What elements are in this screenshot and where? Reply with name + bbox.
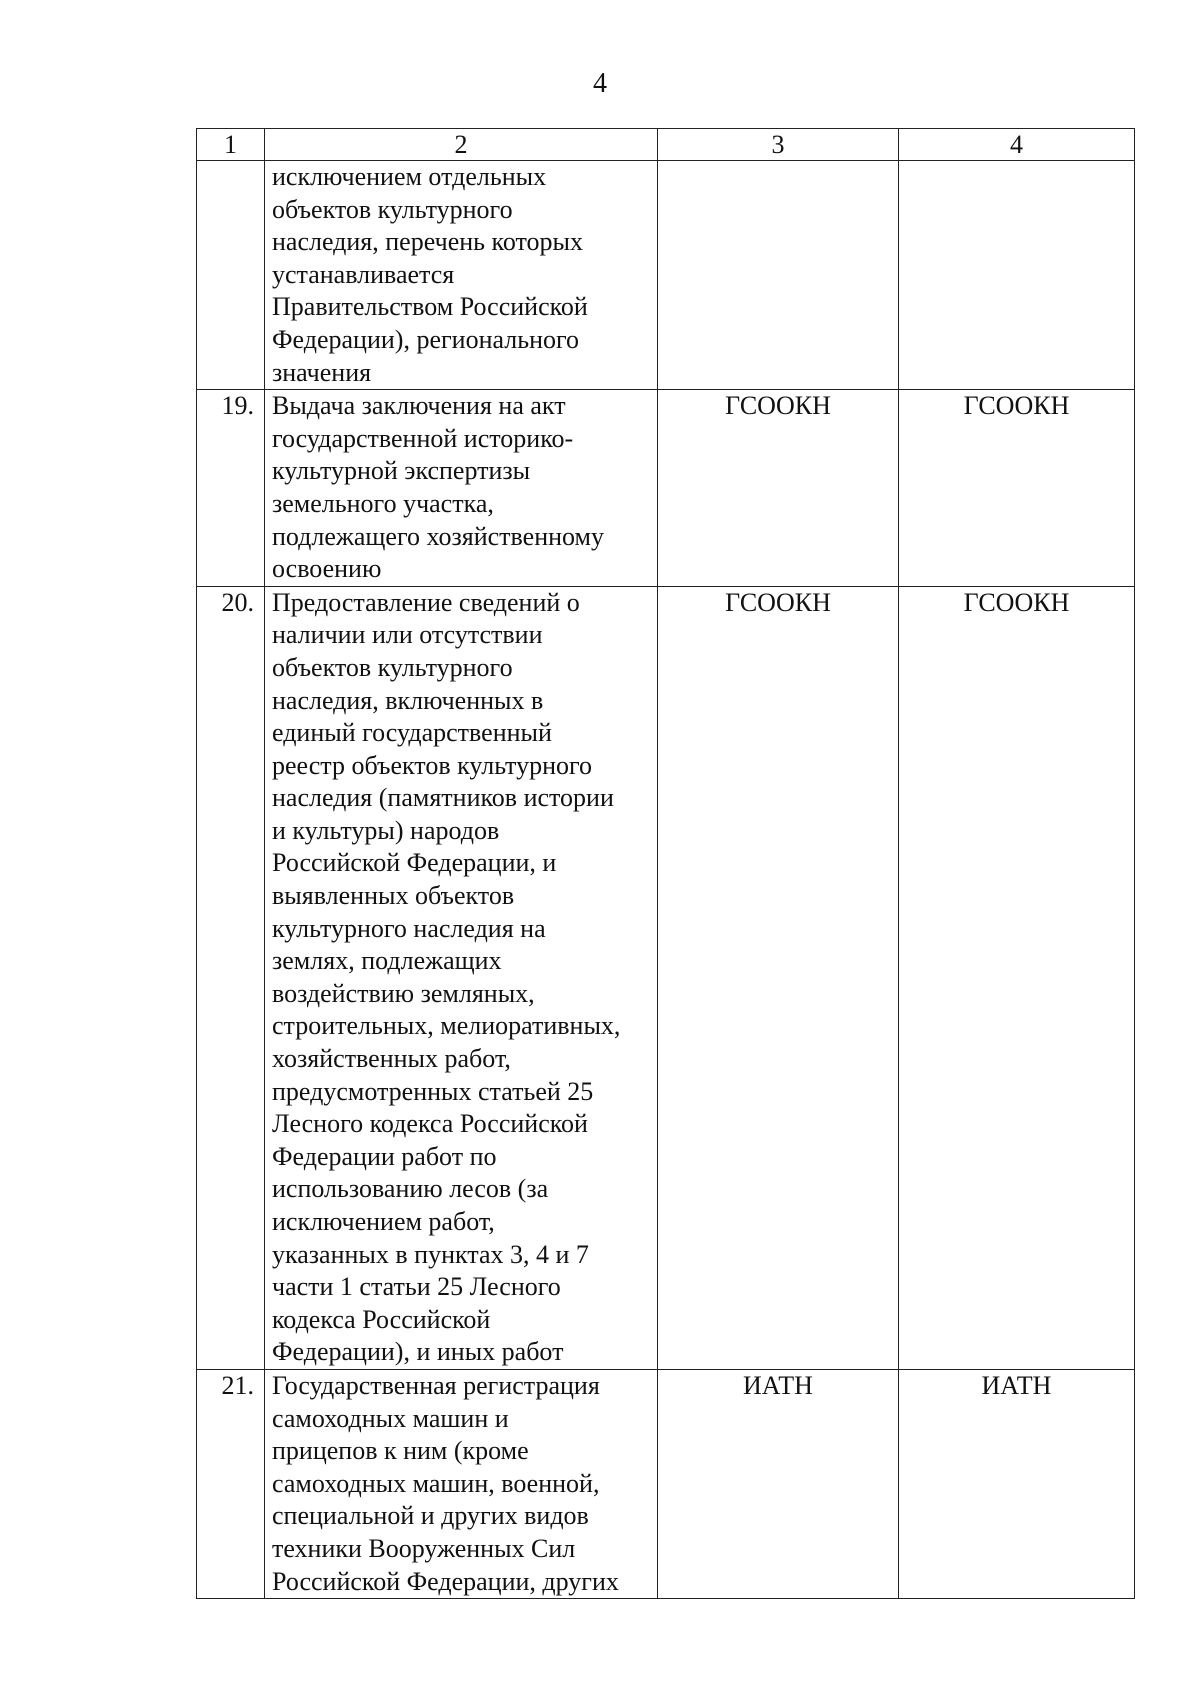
services-table bbox=[196, 128, 1135, 1599]
header-cell-4: 4 bbox=[899, 129, 1135, 161]
description-line: Российской Федерации, других bbox=[272, 1566, 619, 1596]
description-line: предусмотренных статьей 25 bbox=[272, 1076, 594, 1106]
service-description-cell bbox=[265, 161, 658, 390]
authority-column-4-cell bbox=[899, 161, 1135, 390]
description-line: специальной и других видов bbox=[272, 1501, 589, 1531]
description-line: подлежащего хозяйственному bbox=[272, 521, 604, 551]
description-line: Выдача заключения на акт bbox=[272, 391, 566, 421]
header-cell-3: 3 bbox=[658, 129, 899, 161]
service-description-cell bbox=[265, 586, 658, 1369]
description-line: реестр объектов культурного bbox=[272, 750, 593, 780]
service-description-cell bbox=[265, 1369, 658, 1598]
description-line: Федерации работ по bbox=[272, 1141, 497, 1171]
row-number-cell: 20. bbox=[197, 586, 265, 1369]
description-line: значения bbox=[272, 357, 372, 387]
description-line: Федерации), регионального bbox=[272, 324, 580, 354]
description-line: единый государственный bbox=[272, 718, 552, 748]
table-row bbox=[197, 390, 1135, 587]
description-line: самоходных машин, военной, bbox=[272, 1468, 600, 1498]
description-line: исключением работ, bbox=[272, 1207, 495, 1236]
description-line: части 1 статьи 25 Лесного bbox=[272, 1272, 561, 1302]
description-line: исключением отдельных bbox=[272, 162, 547, 191]
table-header-row bbox=[197, 129, 1135, 161]
row-number-cell bbox=[197, 161, 265, 390]
description-line: объектов культурного bbox=[272, 194, 513, 224]
description-line: наследия, перечень которых bbox=[272, 227, 583, 257]
authority-column-3-cell: ГСООКН bbox=[658, 390, 899, 587]
description-line: и культуры) народов bbox=[272, 815, 500, 845]
row-number-cell: 19. bbox=[197, 390, 265, 587]
description-line: самоходных машин и bbox=[272, 1403, 509, 1433]
authority-column-3-cell: ГСООКН bbox=[658, 586, 899, 1369]
table-row bbox=[197, 161, 1135, 390]
row-number-cell: 21. bbox=[197, 1369, 265, 1598]
description-line: Предоставление сведений о bbox=[272, 587, 580, 617]
authority-column-4-cell: ГСООКН bbox=[899, 586, 1135, 1369]
description-line: Федерации), и иных работ bbox=[272, 1337, 564, 1367]
description-line: воздействию земляных, bbox=[272, 978, 535, 1008]
description-line: Правительством Российской bbox=[272, 292, 588, 322]
description-line: земельного участка, bbox=[272, 488, 494, 518]
header-cell-2: 2 bbox=[265, 129, 658, 161]
description-line: Государственная регистрация bbox=[272, 1370, 600, 1400]
description-line: прицепов к ним (кроме bbox=[272, 1436, 529, 1466]
description-line: освоению bbox=[272, 554, 382, 584]
description-line: строительных, мелиоративных, bbox=[272, 1011, 621, 1041]
description-line: устанавливается bbox=[272, 259, 455, 289]
description-line: использованию лесов (за bbox=[272, 1174, 549, 1204]
description-line: наследия, включенных в bbox=[272, 685, 544, 715]
description-line: землях, подлежащих bbox=[272, 946, 502, 976]
description-line: кодекса Российской bbox=[272, 1304, 491, 1334]
authority-column-3-cell bbox=[658, 161, 899, 390]
description-line: наследия (памятников истории bbox=[272, 783, 614, 813]
description-line: хозяйственных работ, bbox=[272, 1044, 511, 1074]
authority-column-3-cell: ИАТН bbox=[658, 1369, 899, 1598]
description-line: объектов культурного bbox=[272, 652, 513, 682]
authority-column-4-cell: ИАТН bbox=[899, 1369, 1135, 1598]
table-row bbox=[197, 586, 1135, 1369]
description-line: Лесного кодекса Российской bbox=[272, 1109, 588, 1139]
table-row bbox=[197, 1369, 1135, 1598]
description-line: Российской Федерации, и bbox=[272, 848, 557, 878]
description-line: государственной историко- bbox=[272, 423, 574, 453]
description-line: указанных в пунктах 3, 4 и 7 bbox=[272, 1239, 589, 1269]
service-description-cell bbox=[265, 390, 658, 587]
description-line: выявленных объектов bbox=[272, 881, 515, 911]
page-number: 4 bbox=[593, 68, 607, 99]
authority-column-4-cell: ГСООКН bbox=[899, 390, 1135, 587]
description-line: культурного наследия на bbox=[272, 913, 546, 943]
description-line: наличии или отсутствии bbox=[272, 620, 543, 650]
description-line: культурной экспертизы bbox=[272, 456, 531, 486]
header-cell-1: 1 bbox=[197, 129, 265, 161]
description-line: техники Вооруженных Сил bbox=[272, 1533, 576, 1563]
